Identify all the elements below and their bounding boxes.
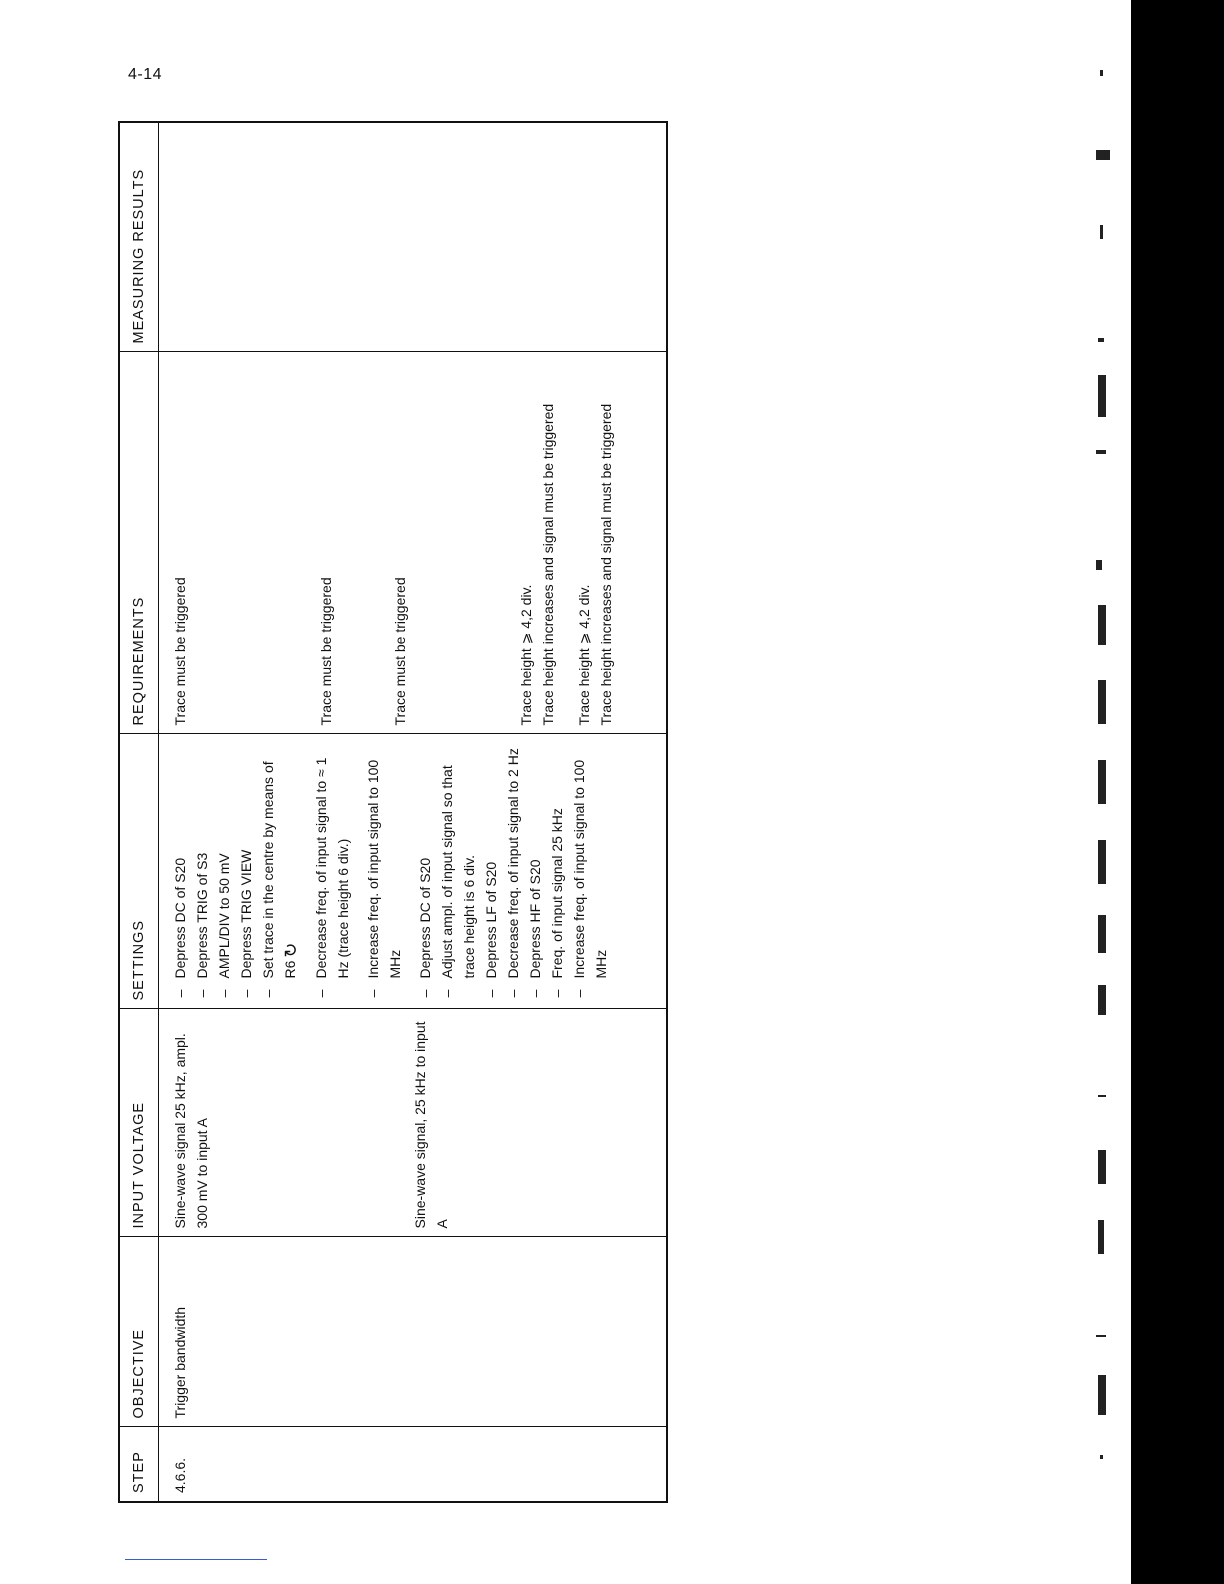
table-row [159, 122, 668, 1502]
scan-artifacts [1090, 0, 1120, 1584]
requirement-7: Trace height increases and signal must be triggered [598, 403, 614, 726]
settings-item: – Freq. of input signal 25 kHz [549, 808, 565, 998]
header-input-voltage: INPUT VOLTAGE [119, 1009, 159, 1237]
cell-step: 4.6.6. [159, 1427, 668, 1502]
settings-item: – Decrease freq. of input signal to ≈ 1 Hz (trace height 6 div.) [313, 757, 351, 998]
input-voltage-2: Sine-wave signal, 25 kHz to input A [412, 1021, 450, 1229]
settings-item: – Set trace in the centre by means of R6↻ [260, 761, 301, 998]
header-settings: SETTINGS [119, 734, 159, 1009]
trigger-bandwidth-table [118, 121, 668, 1503]
header-requirements: REQUIREMENTS [119, 352, 159, 734]
page-number: 4-14 [128, 66, 163, 83]
cell-measuring-results [159, 122, 668, 352]
input-voltage-1: Sine-wave signal 25 kHz, ampl. 300 mV to input A [172, 1033, 210, 1229]
rotate-clockwise-icon: ↻ [281, 942, 301, 958]
settings-item: – Depress TRIG VIEW [238, 849, 254, 998]
requirement-6: Trace height ⩾ 4,2 div. [576, 584, 592, 726]
settings-item: – Depress TRIG of S3 [194, 852, 210, 998]
cell-objective: Trigger bandwidth [159, 1237, 668, 1427]
settings-list [169, 743, 612, 1001]
table-header-row [119, 122, 159, 1502]
spec-table-container [118, 123, 668, 1503]
settings-item: – Depress DC of S20 [417, 857, 433, 998]
settings-item: – AMPL/DIV to 50 mV [216, 853, 232, 998]
cell-requirements [159, 352, 668, 734]
settings-item: – Depress DC of S20 [172, 857, 188, 998]
footer-rule [125, 1559, 267, 1560]
settings-item: – Increase freq. of input signal to 100 MHz [571, 759, 609, 998]
settings-item: – Adjust ampl. of input signal so that trace height is 6 div. [439, 765, 477, 998]
settings-item: – Depress LF of S20 [483, 861, 499, 998]
cell-settings [159, 734, 668, 1009]
requirement-1: Trace must be triggered [172, 577, 188, 726]
requirement-3: Trace must be triggered [392, 577, 408, 726]
scanner-edge [1131, 0, 1224, 1584]
header-measuring-results: MEASURING RESULTS [119, 122, 159, 352]
cell-input-voltage [159, 1009, 668, 1237]
requirement-5: Trace height increases and signal must be triggered [540, 403, 556, 726]
settings-item: – Increase freq. of input signal to 100 MHz [365, 759, 403, 998]
settings-item: – Depress HF of S20 [527, 859, 543, 998]
header-objective: OBJECTIVE [119, 1237, 159, 1427]
requirement-4: Trace height ⩾ 4,2 div. [518, 584, 534, 726]
header-step: STEP [119, 1427, 159, 1502]
requirement-2: Trace must be triggered [318, 577, 334, 726]
settings-item: – Decrease freq. of input signal to 2 Hz [505, 748, 521, 998]
